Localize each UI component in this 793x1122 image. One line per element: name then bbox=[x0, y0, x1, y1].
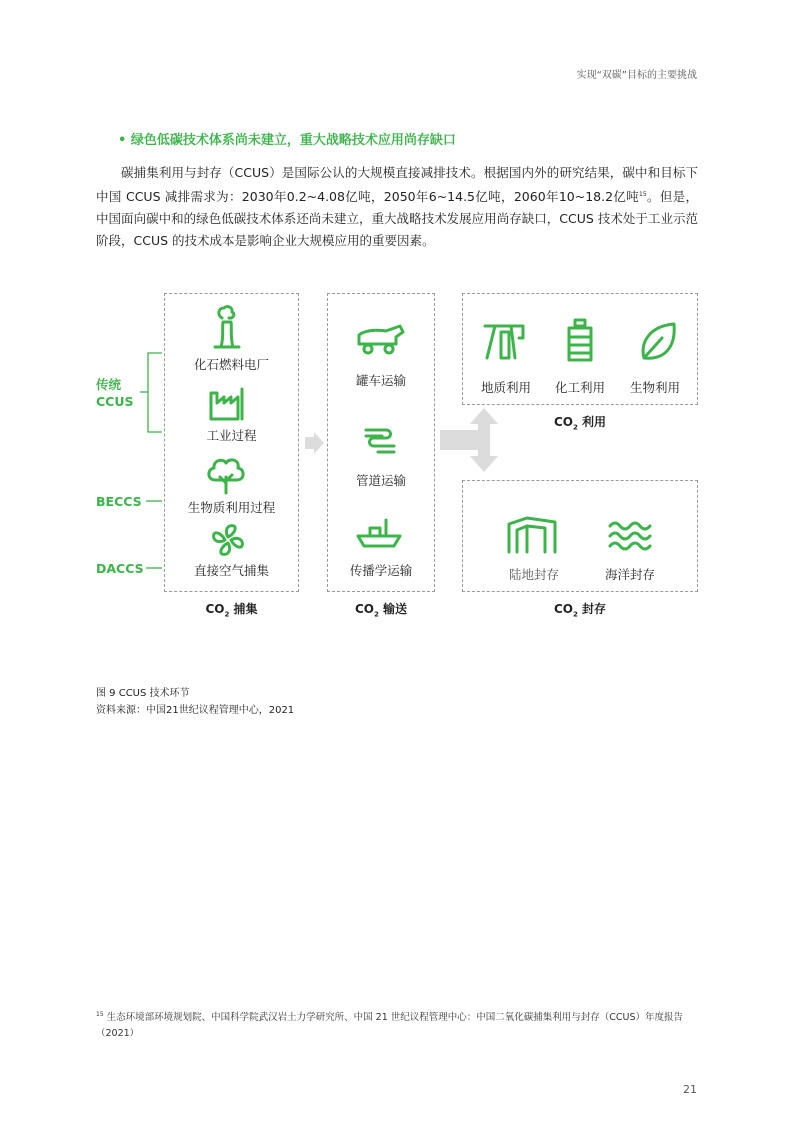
footnote bbox=[96, 1007, 698, 1042]
side-label-traditional-ccus bbox=[96, 376, 134, 410]
side-label-traditional-line1: 传统 bbox=[96, 377, 122, 392]
side-connector-lines bbox=[140, 340, 164, 580]
body-text-part2: 。但是，中国面向碳中和的绿色低碳技术体系还尚未建立，重大战略技术发展应用尚存缺口，CCUS 技术处于工业示范阶段，CCUS 的技术成本是影响企业大规模应用的重要因素。 bbox=[96, 189, 698, 249]
land-storage-icon bbox=[505, 514, 559, 556]
pipeline-icon bbox=[362, 422, 398, 458]
factory-icon bbox=[208, 385, 246, 421]
footnote-text: 生态环境部环境规划院、中国科学院武汉岩土力学研究所、中国 21 世纪议程管理中心：中国二氧化碳捕集利用与封存（CCUS）年度报告（2021） bbox=[96, 1012, 684, 1040]
storage-item-ocean: 海洋封存 bbox=[604, 567, 655, 582]
chemical-barrel-icon bbox=[564, 318, 596, 364]
side-label-traditional-line2: CCUS bbox=[96, 394, 134, 409]
figure-caption-block bbox=[96, 685, 294, 719]
utilization-item-geological: 地质利用 bbox=[480, 380, 531, 395]
side-label-daccs: DACCS bbox=[96, 561, 144, 576]
section-title: • 绿色低碳技术体系尚未建立，重大战略技术应用尚存缺口 bbox=[118, 133, 456, 148]
figure-source: 资料来源：中国21世纪议程管理中心，2021 bbox=[96, 705, 295, 716]
storage-caption: $CO_2$ 封存 bbox=[553, 602, 607, 619]
side-label-beccs: BECCS bbox=[96, 494, 142, 509]
tanker-truck-icon bbox=[356, 322, 406, 356]
capture-item-power-plant: 化石燃料电厂 bbox=[193, 357, 269, 372]
leaf-icon bbox=[638, 320, 678, 362]
figure-caption: 图 9 CCUS 技术环节 bbox=[96, 688, 190, 699]
body-paragraph bbox=[96, 162, 698, 252]
capture-item-biomass: 生物质利用过程 bbox=[187, 500, 276, 515]
fan-icon bbox=[210, 522, 246, 558]
transport-item-ship: 传播学运输 bbox=[349, 563, 413, 578]
footnote-number: 15 bbox=[96, 1011, 104, 1018]
arrow-capture-to-transport bbox=[305, 432, 325, 454]
oil-pump-icon bbox=[481, 322, 527, 362]
power-plant-icon bbox=[212, 305, 242, 350]
utilization-caption: $CO_2$ 利用 bbox=[553, 415, 607, 432]
footnote-ref: 15 bbox=[639, 191, 647, 198]
utilization-item-biological: 生物利用 bbox=[629, 380, 680, 395]
capture-caption: $CO_2$ 捕集 bbox=[205, 602, 258, 619]
transport-item-pipeline: 管道运输 bbox=[355, 473, 406, 488]
tree-icon bbox=[205, 455, 247, 495]
transport-caption: $CO_2$ 输送 bbox=[354, 602, 408, 619]
utilization-item-chemical: 化工利用 bbox=[554, 380, 605, 395]
storage-item-land: 陆地封存 bbox=[508, 567, 559, 582]
capture-item-industrial-process: 工业过程 bbox=[206, 428, 257, 443]
ocean-wave-icon bbox=[608, 518, 652, 554]
running-header: 实现“双碳”目标的主要挑战 bbox=[576, 70, 697, 81]
ship-icon bbox=[356, 516, 404, 550]
transport-item-tanker: 罐车运输 bbox=[355, 373, 406, 388]
body-text-part1: 碳捕集利用与封存（CCUS）是国际公认的大规模直接减排技术。根据国内外的研究结果，碳中和目标下中国 CCUS 减排需求为：2030年0.2~4.08亿吨，2050年6~14.5亿吨，2060年10~18.2亿吨 bbox=[96, 165, 698, 205]
page-number: 21 bbox=[683, 1083, 697, 1096]
capture-item-direct-air-capture: 直接空气捕集 bbox=[193, 563, 269, 578]
